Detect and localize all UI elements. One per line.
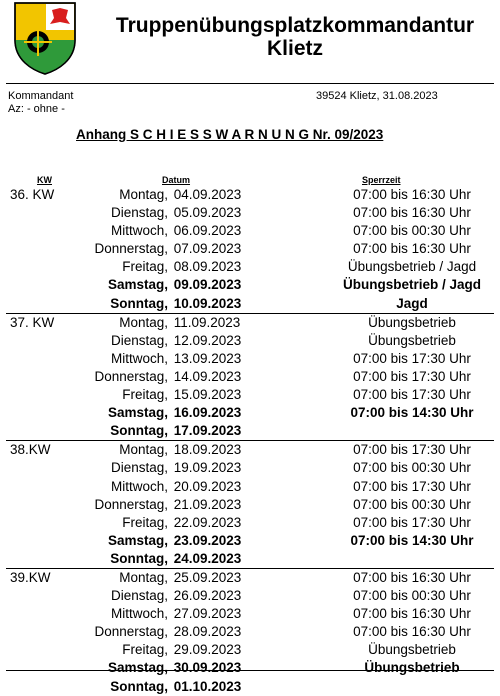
weekday: Montag, bbox=[119, 187, 168, 202]
week-number bbox=[6, 605, 80, 623]
date: 29.09.2023 bbox=[170, 642, 242, 658]
closure-time: 07:00 bis 17:30 Uhr bbox=[353, 478, 471, 494]
table-row bbox=[6, 623, 494, 641]
closure-time: 07:00 bis 17:30 Uhr bbox=[353, 350, 471, 366]
date: 12.09.2023 bbox=[170, 332, 242, 348]
week-number bbox=[6, 478, 80, 496]
closure-time: 07:00 bis 16:30 Uhr bbox=[353, 205, 471, 221]
week-number bbox=[6, 386, 80, 404]
table-row bbox=[6, 496, 494, 514]
weekday: Montag, bbox=[80, 441, 170, 460]
week-number bbox=[6, 514, 80, 532]
date: 22.09.2023 bbox=[170, 514, 242, 530]
week-number bbox=[6, 623, 80, 641]
closure-time: 07:00 bis 00:30 Uhr bbox=[353, 496, 471, 512]
title-line-2: Klietz bbox=[266, 37, 323, 60]
reference-label: Az: - ohne - bbox=[8, 103, 65, 115]
closure-time: 07:00 bis 16:30 Uhr bbox=[270, 568, 494, 587]
week-number bbox=[6, 222, 80, 240]
week-number bbox=[6, 641, 80, 659]
column-header-datum: Datum bbox=[162, 175, 191, 185]
table-row bbox=[6, 186, 494, 204]
week-number bbox=[6, 258, 80, 276]
week-number bbox=[6, 496, 80, 514]
date: 18.09.2023 bbox=[170, 441, 270, 460]
table-row bbox=[6, 459, 494, 477]
page-title bbox=[100, 14, 490, 60]
table-row bbox=[6, 240, 494, 258]
week-number bbox=[6, 368, 80, 386]
weekday: Freitag, bbox=[122, 514, 168, 530]
closure-time: Übungsbetrieb / Jagd bbox=[342, 277, 481, 293]
document-heading: Anhang S C H I E S S W A R N U N G Nr. 09/2023 bbox=[76, 127, 384, 142]
table-row bbox=[6, 678, 494, 696]
weekday: Dienstag, bbox=[110, 205, 168, 221]
closure-time: 07:00 bis 17:30 Uhr bbox=[353, 387, 471, 403]
weekday: Dienstag, bbox=[110, 588, 168, 604]
week-number bbox=[6, 204, 80, 222]
date: 06.09.2023 bbox=[170, 223, 242, 239]
closure-time bbox=[270, 422, 494, 441]
table-row bbox=[6, 659, 494, 677]
weekday: Mittwoch, bbox=[110, 223, 168, 239]
column-header-kw: KW bbox=[37, 175, 52, 185]
weekday: Dienstag, bbox=[110, 332, 168, 348]
date: 10.09.2023 bbox=[170, 295, 242, 311]
week-number: 38.KW bbox=[6, 441, 80, 460]
closure-time: 07:00 bis 17:30 Uhr bbox=[270, 441, 494, 460]
closure-time: 07:00 bis 00:30 Uhr bbox=[353, 460, 471, 476]
header-rule bbox=[6, 83, 494, 84]
weekday: Donnerstag, bbox=[94, 624, 168, 640]
coat-of-arms-icon bbox=[12, 0, 78, 76]
closure-time: 07:00 bis 17:30 Uhr bbox=[353, 514, 471, 530]
table-row bbox=[6, 350, 494, 368]
weekday: Sonntag, bbox=[110, 550, 168, 566]
table-row bbox=[6, 258, 494, 276]
date: 15.09.2023 bbox=[170, 387, 242, 403]
date: 13.09.2023 bbox=[170, 350, 242, 366]
closure-time: 07:00 bis 16:30 Uhr bbox=[353, 241, 471, 257]
closure-time: 07:00 bis 00:30 Uhr bbox=[353, 588, 471, 604]
schedule-table-body bbox=[6, 186, 494, 696]
week-number bbox=[6, 659, 80, 677]
date: 25.09.2023 bbox=[170, 568, 270, 587]
week-number: 36. KW bbox=[10, 187, 55, 202]
weekday: Samstag, bbox=[107, 660, 168, 676]
week-number bbox=[6, 587, 80, 605]
week-number bbox=[6, 459, 80, 477]
table-row bbox=[6, 368, 494, 386]
date: 14.09.2023 bbox=[170, 368, 242, 384]
table-row bbox=[6, 222, 494, 240]
table-row bbox=[6, 204, 494, 222]
date: 01.10.2023 bbox=[170, 678, 242, 694]
weekday: Sonntag, bbox=[110, 295, 168, 311]
week-number: 37. KW bbox=[6, 313, 80, 332]
date: 26.09.2023 bbox=[170, 588, 242, 604]
table-row bbox=[6, 441, 494, 460]
closure-time: Übungsbetrieb bbox=[364, 660, 460, 676]
date: 04.09.2023 bbox=[170, 187, 242, 202]
closure-time: 07:00 bis 14:30 Uhr bbox=[350, 405, 474, 421]
week-number bbox=[6, 240, 80, 258]
table-row bbox=[6, 587, 494, 605]
table-row bbox=[6, 478, 494, 496]
table-row bbox=[6, 332, 494, 350]
table-row bbox=[6, 404, 494, 422]
week-number bbox=[6, 532, 80, 550]
date: 20.09.2023 bbox=[170, 478, 242, 494]
closure-time: 07:00 bis 14:30 Uhr bbox=[350, 532, 474, 548]
weekday: Dienstag, bbox=[110, 460, 168, 476]
table-row bbox=[6, 568, 494, 587]
weekday: Samstag, bbox=[107, 405, 168, 421]
date: 08.09.2023 bbox=[170, 259, 242, 275]
closure-time: 07:00 bis 00:30 Uhr bbox=[353, 223, 471, 239]
table-row bbox=[6, 532, 494, 550]
date: 05.09.2023 bbox=[170, 205, 242, 221]
date: 27.09.2023 bbox=[170, 606, 242, 622]
weekday: Montag, bbox=[80, 568, 170, 587]
date: 11.09.2023 bbox=[170, 313, 270, 332]
column-header-sperrzeit: Sperrzeit bbox=[362, 175, 401, 185]
closure-time: Übungsbetrieb bbox=[368, 332, 456, 348]
closure-time: Jagd bbox=[396, 295, 428, 311]
closure-time bbox=[270, 550, 494, 569]
week-number: 39.KW bbox=[6, 568, 80, 587]
date: 21.09.2023 bbox=[170, 496, 242, 512]
weekday: Donnerstag, bbox=[94, 368, 168, 384]
table-row bbox=[6, 295, 494, 314]
closure-time: Übungsbetrieb bbox=[270, 313, 494, 332]
weekday: Mittwoch, bbox=[110, 606, 168, 622]
weekday: Freitag, bbox=[122, 642, 168, 658]
weekday: Freitag, bbox=[122, 259, 168, 275]
weekday: Montag, bbox=[80, 313, 170, 332]
weekday: Freitag, bbox=[122, 387, 168, 403]
closure-time: 07:00 bis 16:30 Uhr bbox=[353, 187, 471, 202]
closure-time: Übungsbetrieb bbox=[368, 642, 456, 658]
closure-time: Übungsbetrieb / Jagd bbox=[347, 259, 477, 275]
weekday: Donnerstag, bbox=[94, 241, 168, 257]
closure-time: 07:00 bis 16:30 Uhr bbox=[353, 624, 471, 640]
table-row bbox=[6, 422, 494, 441]
weekday: Mittwoch, bbox=[110, 478, 168, 494]
weekday: Sonntag, bbox=[110, 678, 168, 694]
week-number bbox=[6, 550, 80, 569]
schedule-table bbox=[6, 186, 494, 696]
closure-time: 07:00 bis 17:30 Uhr bbox=[353, 368, 471, 384]
weekday: Samstag, bbox=[107, 532, 168, 548]
table-row bbox=[6, 276, 494, 294]
weekday: Donnerstag, bbox=[94, 496, 168, 512]
date: 28.09.2023 bbox=[170, 624, 242, 640]
week-number bbox=[6, 276, 80, 294]
date: 09.09.2023 bbox=[170, 277, 242, 293]
table-row bbox=[6, 313, 494, 332]
date: 23.09.2023 bbox=[170, 532, 242, 548]
closure-time bbox=[270, 678, 494, 696]
table-row bbox=[6, 605, 494, 623]
place-date: 39524 Klietz, 31.08.2023 bbox=[316, 90, 438, 102]
date: 16.09.2023 bbox=[170, 405, 242, 421]
weekday: Sonntag, bbox=[110, 423, 168, 439]
date: 30.09.2023 bbox=[170, 660, 242, 676]
weekday: Samstag, bbox=[107, 277, 168, 293]
date: 24.09.2023 bbox=[170, 550, 242, 566]
footer-rule bbox=[6, 670, 494, 671]
table-row bbox=[6, 386, 494, 404]
week-number bbox=[6, 422, 80, 441]
closure-time: 07:00 bis 16:30 Uhr bbox=[353, 606, 471, 622]
week-number bbox=[6, 678, 80, 696]
date: 17.09.2023 bbox=[170, 423, 242, 439]
table-row bbox=[6, 550, 494, 569]
week-number bbox=[6, 404, 80, 422]
weekday: Mittwoch, bbox=[110, 350, 168, 366]
week-number bbox=[6, 332, 80, 350]
week-number bbox=[6, 295, 80, 314]
date: 19.09.2023 bbox=[170, 460, 242, 476]
date: 07.09.2023 bbox=[170, 241, 242, 257]
table-row bbox=[6, 641, 494, 659]
title-line-1: Truppenübungsplatzkommandantur bbox=[115, 14, 475, 37]
week-number bbox=[6, 350, 80, 368]
sender-label: Kommandant bbox=[8, 90, 74, 102]
table-row bbox=[6, 514, 494, 532]
